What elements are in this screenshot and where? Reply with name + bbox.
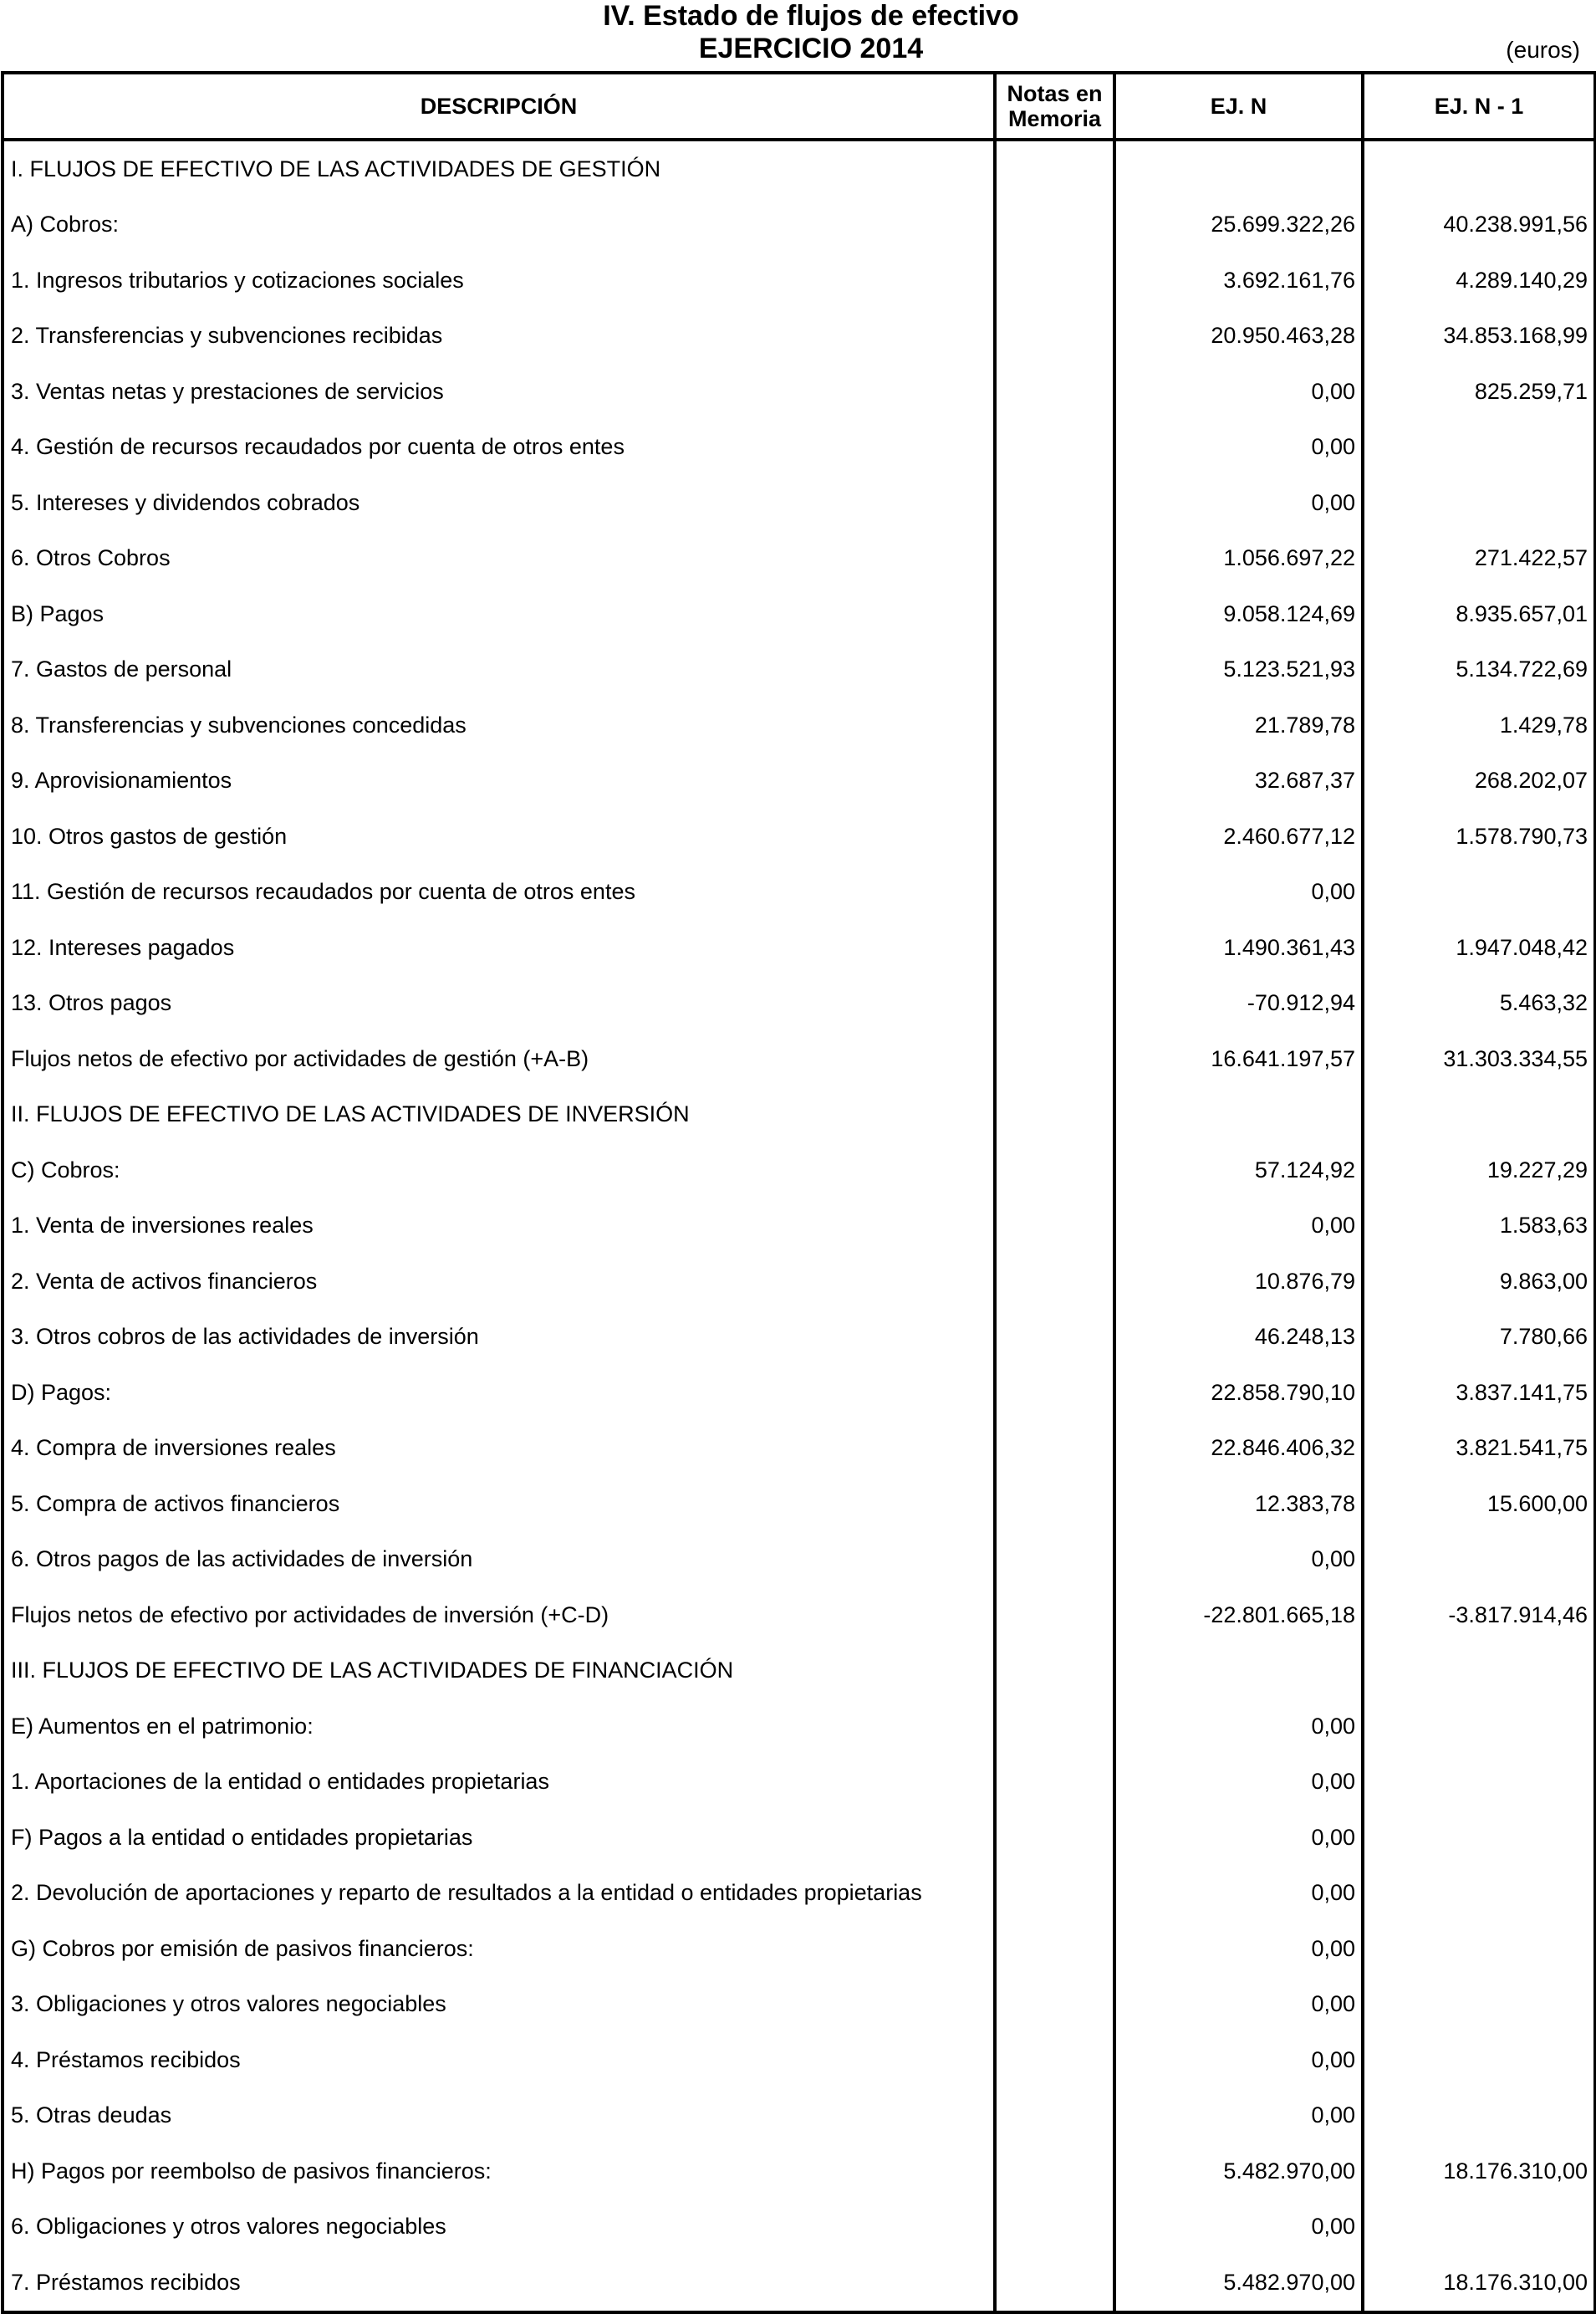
table-row [3, 1421, 1595, 1477]
table-row [3, 1810, 1595, 1866]
row-value-previous-year [1363, 1643, 1595, 1699]
row-description: D) Pagos: [11, 1379, 112, 1405]
row-value-current-year: 0,00 [1114, 2032, 1363, 2088]
table-header-row [3, 73, 1595, 140]
row-notes [995, 197, 1114, 253]
row-value-previous-year: 7.780,66 [1363, 1310, 1595, 1366]
row-notes [995, 1142, 1114, 1198]
row-value-current-year [1114, 1087, 1363, 1143]
row-notes [995, 1643, 1114, 1699]
row-value-previous-year: 271.422,57 [1363, 531, 1595, 587]
row-value-previous-year [1363, 1698, 1595, 1755]
row-notes [995, 697, 1114, 753]
row-value-previous-year: 4.289.140,29 [1363, 253, 1595, 309]
row-description: 5. Compra de activos financieros [11, 1490, 340, 1516]
row-description: 4. Gestión de recursos recaudados por cuenta de otros entes [11, 434, 625, 460]
column-header-notes-line1: Notas en [1007, 81, 1103, 106]
row-notes [995, 1532, 1114, 1588]
row-value-previous-year: 8.935.657,01 [1363, 586, 1595, 642]
row-description: 1. Ingresos tributarios y cotizaciones sociales [11, 267, 464, 293]
row-notes [995, 753, 1114, 810]
row-description: 3. Ventas netas y prestaciones de servicios [11, 378, 444, 404]
row-notes [995, 140, 1114, 197]
row-value-previous-year: 5.134.722,69 [1363, 642, 1595, 698]
row-description: 3. Otros cobros de las actividades de inversión [11, 1324, 479, 1350]
table-row [3, 2255, 1595, 2312]
row-value-previous-year [1363, 1866, 1595, 1922]
row-description: A) Cobros: [11, 212, 120, 238]
row-description: 2. Devolución de aportaciones y reparto de resultados a la entidad o entidades propietarias [11, 1880, 922, 1906]
row-notes [995, 1810, 1114, 1866]
table-row [3, 475, 1595, 531]
row-notes [995, 2088, 1114, 2144]
row-notes [995, 1977, 1114, 2033]
row-value-current-year [1114, 1643, 1363, 1699]
row-description: 1. Venta de inversiones reales [11, 1213, 314, 1239]
row-notes [995, 1698, 1114, 1755]
table-row [3, 809, 1595, 865]
row-value-previous-year: 3.837.141,75 [1363, 1365, 1595, 1421]
row-notes [995, 976, 1114, 1032]
row-value-previous-year: 34.853.168,99 [1363, 309, 1595, 365]
cash-flow-table [1, 71, 1596, 2314]
column-header-notes [995, 73, 1114, 140]
row-notes [995, 1421, 1114, 1477]
table-row [3, 140, 1595, 197]
row-notes [995, 364, 1114, 420]
row-value-previous-year: 9.863,00 [1363, 1254, 1595, 1310]
row-notes [995, 2255, 1114, 2312]
table-row [3, 920, 1595, 976]
row-notes [995, 1310, 1114, 1366]
row-description: Flujos netos de efectivo por actividades de gestión (+A-B) [11, 1045, 589, 1071]
row-value-previous-year [1363, 475, 1595, 531]
table-row [3, 309, 1595, 365]
row-value-current-year: 0,00 [1114, 865, 1363, 921]
row-notes [995, 809, 1114, 865]
row-value-current-year: 22.858.790,10 [1114, 1365, 1363, 1421]
table-row [3, 2088, 1595, 2144]
row-notes [995, 1031, 1114, 1087]
row-value-previous-year: -3.817.914,46 [1363, 1587, 1595, 1643]
row-value-current-year: 0,00 [1114, 1755, 1363, 1811]
row-value-current-year [1114, 140, 1363, 197]
row-description: 3. Obligaciones y otros valores negociables [11, 1991, 446, 2017]
row-description: B) Pagos [11, 600, 105, 626]
table-row [3, 1698, 1595, 1755]
row-value-previous-year: 15.600,00 [1363, 1476, 1595, 1532]
row-value-current-year: 16.641.197,57 [1114, 1031, 1363, 1087]
table-row [3, 1365, 1595, 1421]
row-value-previous-year: 268.202,07 [1363, 753, 1595, 810]
row-value-current-year: 0,00 [1114, 1198, 1363, 1254]
row-value-current-year: 0,00 [1114, 1532, 1363, 1588]
row-notes [995, 531, 1114, 587]
row-value-current-year: 0,00 [1114, 475, 1363, 531]
row-notes [995, 1365, 1114, 1421]
row-notes [995, 475, 1114, 531]
row-value-current-year: 32.687,37 [1114, 753, 1363, 810]
row-value-current-year: 10.876,79 [1114, 1254, 1363, 1310]
row-value-current-year: 46.248,13 [1114, 1310, 1363, 1366]
row-value-current-year: -70.912,94 [1114, 976, 1363, 1032]
row-value-previous-year [1363, 140, 1595, 197]
row-description: II. FLUJOS DE EFECTIVO DE LAS ACTIVIDADES DE INVERSIÓN [11, 1101, 690, 1127]
currency-units-label: (euros) [1506, 37, 1580, 63]
row-value-previous-year: 3.821.541,75 [1363, 1421, 1595, 1477]
table-row [3, 1755, 1595, 1811]
row-description: 2. Transferencias y subvenciones recibidas [11, 323, 443, 349]
row-description: 5. Otras deudas [11, 2102, 172, 2128]
row-value-current-year: 20.950.463,28 [1114, 309, 1363, 365]
table-row [3, 976, 1595, 1032]
table-row [3, 531, 1595, 587]
row-description: I. FLUJOS DE EFECTIVO DE LAS ACTIVIDADES DE GESTIÓN [11, 156, 661, 181]
row-value-previous-year: 31.303.334,55 [1363, 1031, 1595, 1087]
row-value-current-year: 2.460.677,12 [1114, 809, 1363, 865]
row-value-previous-year: 1.947.048,42 [1363, 920, 1595, 976]
row-description: 6. Otros pagos de las actividades de inversión [11, 1546, 473, 1572]
table-row [3, 1142, 1595, 1198]
row-value-current-year: 0,00 [1114, 1810, 1363, 1866]
row-value-current-year: 5.482.970,00 [1114, 2255, 1363, 2312]
column-header-previous-year: EJ. N - 1 [1363, 73, 1595, 140]
row-notes [995, 642, 1114, 698]
row-value-previous-year: 5.463,32 [1363, 976, 1595, 1032]
table-row [3, 2199, 1595, 2255]
row-notes [995, 1476, 1114, 1532]
row-value-current-year: 5.123.521,93 [1114, 642, 1363, 698]
row-value-previous-year [1363, 1810, 1595, 1866]
table-row [3, 1921, 1595, 1977]
row-value-current-year: 1.490.361,43 [1114, 920, 1363, 976]
row-notes [995, 1254, 1114, 1310]
row-description: 4. Préstamos recibidos [11, 2046, 241, 2072]
row-notes [995, 1921, 1114, 1977]
table-row [3, 1254, 1595, 1310]
table-row [3, 586, 1595, 642]
row-value-current-year: 0,00 [1114, 2199, 1363, 2255]
row-description: 2. Venta de activos financieros [11, 1268, 318, 1294]
row-value-current-year: 0,00 [1114, 1866, 1363, 1922]
column-header-notes-line2: Memoria [1007, 106, 1102, 131]
table-row [3, 753, 1595, 810]
fiscal-year-subtitle: EJERCICIO 2014 [698, 33, 924, 64]
row-description: G) Cobros por emisión de pasivos financieros: [11, 1935, 474, 1961]
row-notes [995, 1587, 1114, 1643]
row-notes [995, 253, 1114, 309]
row-description: C) Cobros: [11, 1157, 120, 1183]
row-description: E) Aumentos en el patrimonio: [11, 1713, 314, 1739]
row-description: 1. Aportaciones de la entidad o entidades propietarias [11, 1769, 549, 1795]
row-value-previous-year: 18.176.310,00 [1363, 2143, 1595, 2199]
table-row [3, 253, 1595, 309]
row-value-previous-year: 1.583,63 [1363, 1198, 1595, 1254]
table-row [3, 364, 1595, 420]
table-row [3, 1977, 1595, 2033]
row-value-current-year: 0,00 [1114, 1698, 1363, 1755]
row-notes [995, 2143, 1114, 2199]
row-value-previous-year [1363, 420, 1595, 476]
row-description: 9. Aprovisionamientos [11, 768, 232, 794]
row-value-previous-year [1363, 2032, 1595, 2088]
row-description: Flujos netos de efectivo por actividades de inversión (+C-D) [11, 1601, 609, 1627]
row-description: III. FLUJOS DE EFECTIVO DE LAS ACTIVIDADES DE FINANCIACIÓN [11, 1658, 734, 1683]
row-value-previous-year: 19.227,29 [1363, 1142, 1595, 1198]
table-row [3, 1587, 1595, 1643]
table-row [3, 1031, 1595, 1087]
row-value-current-year: 5.482.970,00 [1114, 2143, 1363, 2199]
row-description: 6. Obligaciones y otros valores negociables [11, 2214, 446, 2240]
row-notes [995, 1198, 1114, 1254]
row-description: 6. Otros Cobros [11, 545, 171, 571]
row-value-current-year: 0,00 [1114, 1977, 1363, 2033]
row-description: 11. Gestión de recursos recaudados por cuenta de otros entes [11, 879, 635, 905]
row-value-current-year: 9.058.124,69 [1114, 586, 1363, 642]
row-notes [995, 586, 1114, 642]
row-notes [995, 420, 1114, 476]
row-value-previous-year: 825.259,71 [1363, 364, 1595, 420]
row-value-current-year: 57.124,92 [1114, 1142, 1363, 1198]
row-description: 8. Transferencias y subvenciones concedidas [11, 712, 467, 738]
row-description: 7. Gastos de personal [11, 656, 232, 682]
table-row [3, 1866, 1595, 1922]
row-description: 5. Intereses y dividendos cobrados [11, 489, 360, 515]
row-value-previous-year [1363, 1977, 1595, 2033]
row-value-current-year: 22.846.406,32 [1114, 1421, 1363, 1477]
table-row [3, 642, 1595, 698]
row-notes [995, 309, 1114, 365]
table-row [3, 865, 1595, 921]
table-row [3, 1476, 1595, 1532]
row-description: F) Pagos a la entidad o entidades propietarias [11, 1824, 473, 1850]
table-row [3, 1087, 1595, 1143]
row-description: H) Pagos por reembolso de pasivos financieros: [11, 2158, 492, 2184]
table-row [3, 197, 1595, 253]
row-value-current-year: 12.383,78 [1114, 1476, 1363, 1532]
row-value-previous-year: 1.429,78 [1363, 697, 1595, 753]
table-row [3, 1310, 1595, 1366]
row-value-previous-year [1363, 1755, 1595, 1811]
table-row [3, 420, 1595, 476]
row-description: 13. Otros pagos [11, 990, 172, 1016]
row-value-current-year: 0,00 [1114, 364, 1363, 420]
row-value-previous-year: 40.238.991,56 [1363, 197, 1595, 253]
row-notes [995, 2199, 1114, 2255]
row-notes [995, 2032, 1114, 2088]
column-header-description: DESCRIPCIÓN [3, 73, 995, 140]
row-notes [995, 1755, 1114, 1811]
table-row [3, 2032, 1595, 2088]
row-value-previous-year: 18.176.310,00 [1363, 2255, 1595, 2312]
row-value-previous-year [1363, 865, 1595, 921]
row-value-current-year: 1.056.697,22 [1114, 531, 1363, 587]
table-row [3, 697, 1595, 753]
table-body [3, 140, 1595, 2312]
row-value-current-year: 0,00 [1114, 1921, 1363, 1977]
row-notes [995, 920, 1114, 976]
column-header-current-year: EJ. N [1114, 73, 1363, 140]
row-value-previous-year [1363, 2199, 1595, 2255]
table-row [3, 1643, 1595, 1699]
row-description: 12. Intereses pagados [11, 934, 235, 960]
row-description: 7. Préstamos recibidos [11, 2269, 241, 2295]
row-value-current-year: -22.801.665,18 [1114, 1587, 1363, 1643]
row-value-current-year: 0,00 [1114, 2088, 1363, 2144]
row-notes [995, 865, 1114, 921]
row-description: 10. Otros gastos de gestión [11, 823, 288, 849]
row-value-previous-year [1363, 1532, 1595, 1588]
table-row [3, 1198, 1595, 1254]
row-value-current-year: 0,00 [1114, 420, 1363, 476]
table-row [3, 2143, 1595, 2199]
row-value-previous-year [1363, 2088, 1595, 2144]
row-value-previous-year [1363, 1087, 1595, 1143]
row-value-current-year: 25.699.322,26 [1114, 197, 1363, 253]
table-row [3, 1532, 1595, 1588]
row-notes [995, 1866, 1114, 1922]
row-value-current-year: 3.692.161,76 [1114, 253, 1363, 309]
row-value-current-year: 21.789,78 [1114, 697, 1363, 753]
row-description: 4. Compra de inversiones reales [11, 1435, 336, 1461]
row-notes [995, 1087, 1114, 1143]
row-value-previous-year [1363, 1921, 1595, 1977]
page-title: IV. Estado de flujos de efectivo [603, 0, 1019, 32]
row-value-previous-year: 1.578.790,73 [1363, 809, 1595, 865]
